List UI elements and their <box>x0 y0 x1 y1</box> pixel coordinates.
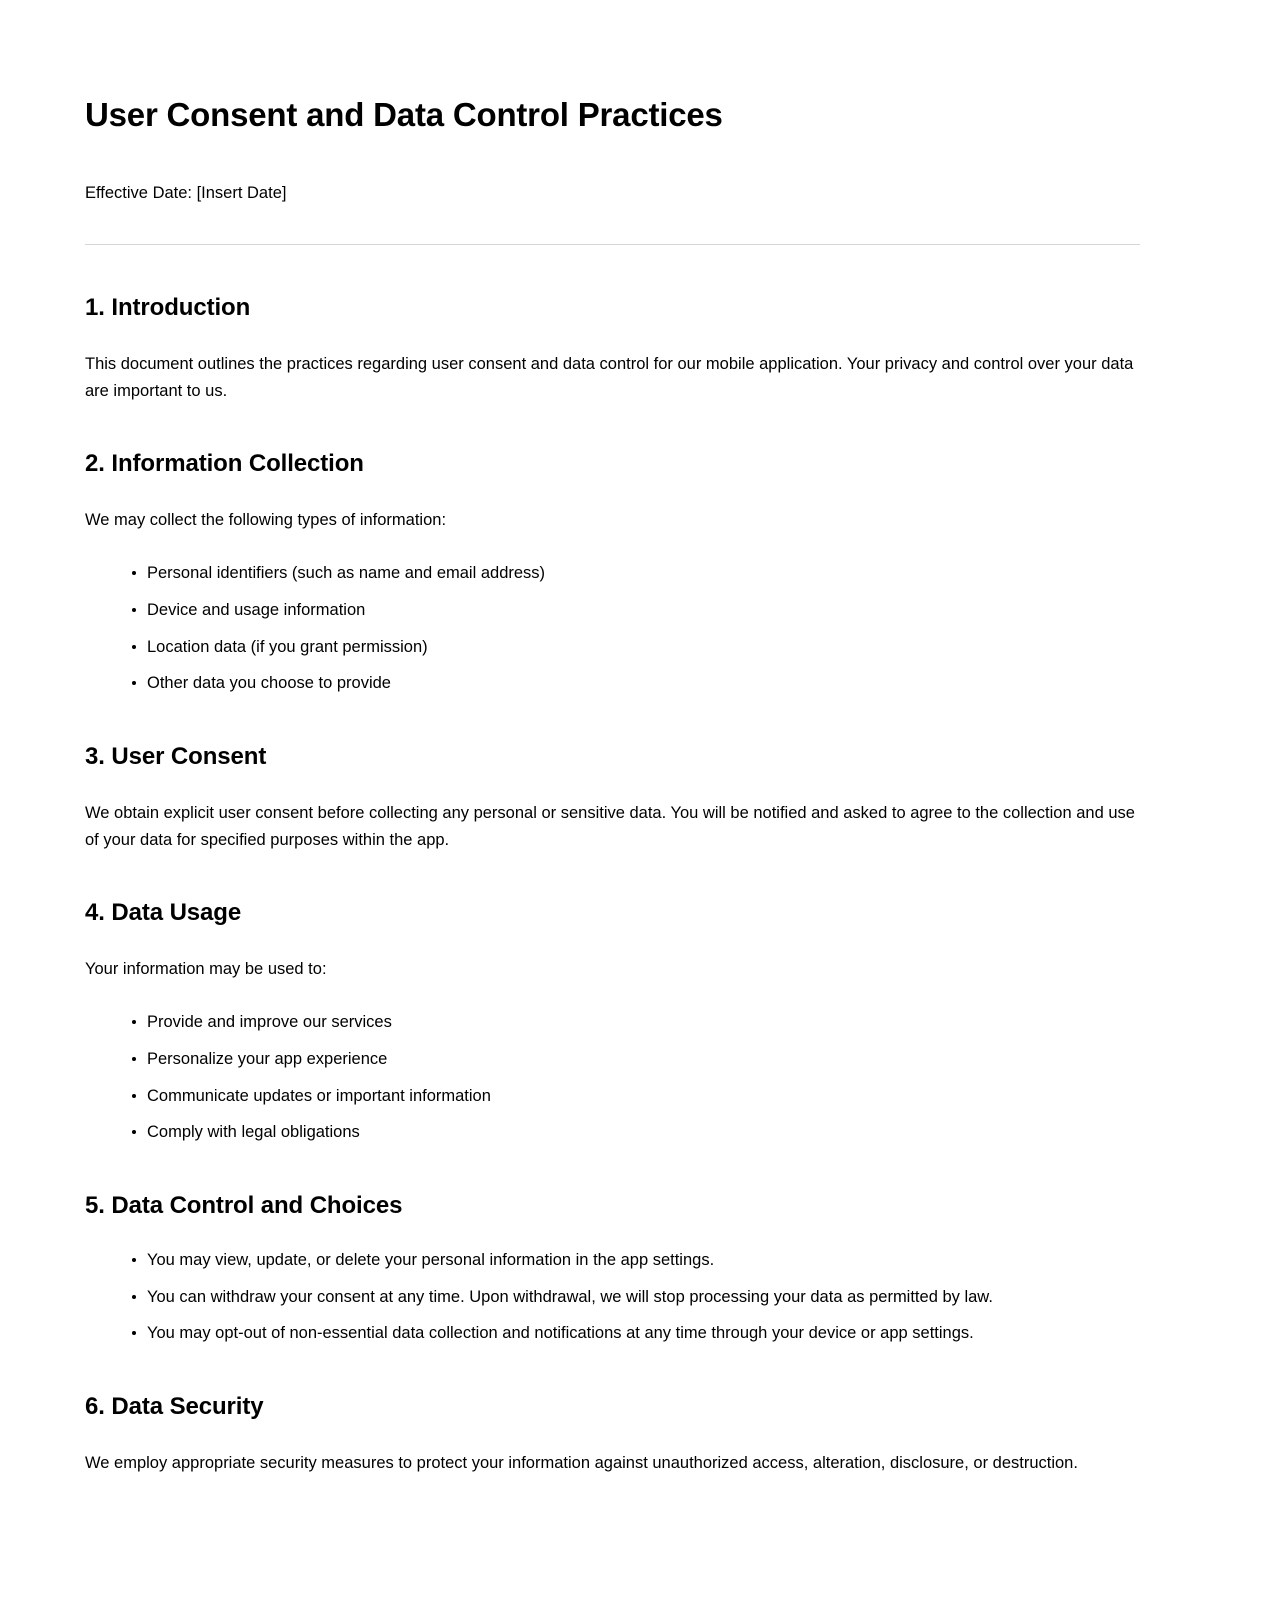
section-heading: 2. Information Collection <box>85 450 364 478</box>
bullet-dot-icon <box>132 1295 136 1299</box>
section-paragraph: We obtain explicit user consent before collecting any personal or sensitive data. You will be notified and asked to agree to the collection and use of your data for specified purposes within the app. <box>85 804 1135 849</box>
list-item-label: Location data (if you grant permission) <box>147 637 428 656</box>
section-data-control-and-choices <box>85 1191 1143 1347</box>
list-item-label: You can withdraw your consent at any time. Upon withdrawal, we will stop processing your data as permitted by law. <box>147 1287 993 1306</box>
section-paragraph: This document outlines the practices regarding user consent and data control for our mobile application. Your privacy and control over your data are important to us. <box>85 354 1134 400</box>
section-user-consent <box>85 742 1143 853</box>
list-item <box>85 1119 1143 1146</box>
section-heading: 4. Data Usage <box>85 899 242 927</box>
section-paragraph: Your information may be used to: <box>85 960 327 979</box>
bullet-dot-icon <box>132 1020 136 1024</box>
list-item-label: Comply with legal obligations <box>147 1123 360 1142</box>
bullet-dot-icon <box>132 645 136 649</box>
section-information-collection <box>85 449 1143 697</box>
list-item-label: Other data you choose to provide <box>147 674 391 693</box>
bullet-dot-icon <box>132 571 136 575</box>
bullet-dot-icon <box>132 1094 136 1098</box>
page-title: User Consent and Data Control Practices <box>85 96 723 133</box>
list-item-label: Personalize your app experience <box>147 1049 388 1068</box>
list-item <box>85 1046 1143 1073</box>
section-paragraph: We employ appropriate security measures to protect your information against unauthorized access, alteration, disclosure, or destruction. <box>85 1454 1078 1473</box>
list-item <box>85 1284 1143 1311</box>
list-item-label: Device and usage information <box>147 600 366 619</box>
list-item <box>85 634 1143 661</box>
section-heading: 5. Data Control and Choices <box>85 1192 403 1220</box>
bullet-dot-icon <box>132 1258 136 1262</box>
bullet-dot-icon <box>132 1057 136 1061</box>
section-data-security <box>85 1392 1143 1477</box>
effective-date: Effective Date: [Insert Date] <box>85 183 287 202</box>
bullet-list <box>85 1009 1143 1146</box>
list-item <box>85 1083 1143 1110</box>
bullet-dot-icon <box>132 1130 136 1134</box>
list-item <box>85 670 1143 697</box>
list-item <box>85 1009 1143 1036</box>
list-item <box>85 1247 1143 1274</box>
list-item-label: Personal identifiers (such as name and email address) <box>147 564 546 583</box>
list-item-label: You may opt-out of non-essential data collection and notifications at any time through your device or app settings. <box>147 1324 974 1343</box>
bullet-dot-icon <box>132 681 136 685</box>
section-heading: 3. User Consent <box>85 743 267 771</box>
list-item-label: Communicate updates or important information <box>147 1086 491 1105</box>
bullet-list <box>85 1247 1143 1347</box>
list-item <box>85 560 1143 587</box>
section-data-usage <box>85 898 1143 1146</box>
bullet-list <box>85 560 1143 697</box>
list-item-label: Provide and improve our services <box>147 1013 392 1032</box>
section-heading: 1. Introduction <box>85 293 251 321</box>
section-introduction <box>85 293 1143 404</box>
list-item <box>85 597 1143 624</box>
header-divider <box>85 244 1140 245</box>
section-heading: 6. Data Security <box>85 1393 264 1421</box>
section-paragraph: We may collect the following types of information: <box>85 511 447 530</box>
list-item <box>85 1320 1143 1347</box>
bullet-dot-icon <box>132 608 136 612</box>
list-item-label: You may view, update, or delete your personal information in the app settings. <box>147 1251 715 1270</box>
bullet-dot-icon <box>132 1331 136 1335</box>
